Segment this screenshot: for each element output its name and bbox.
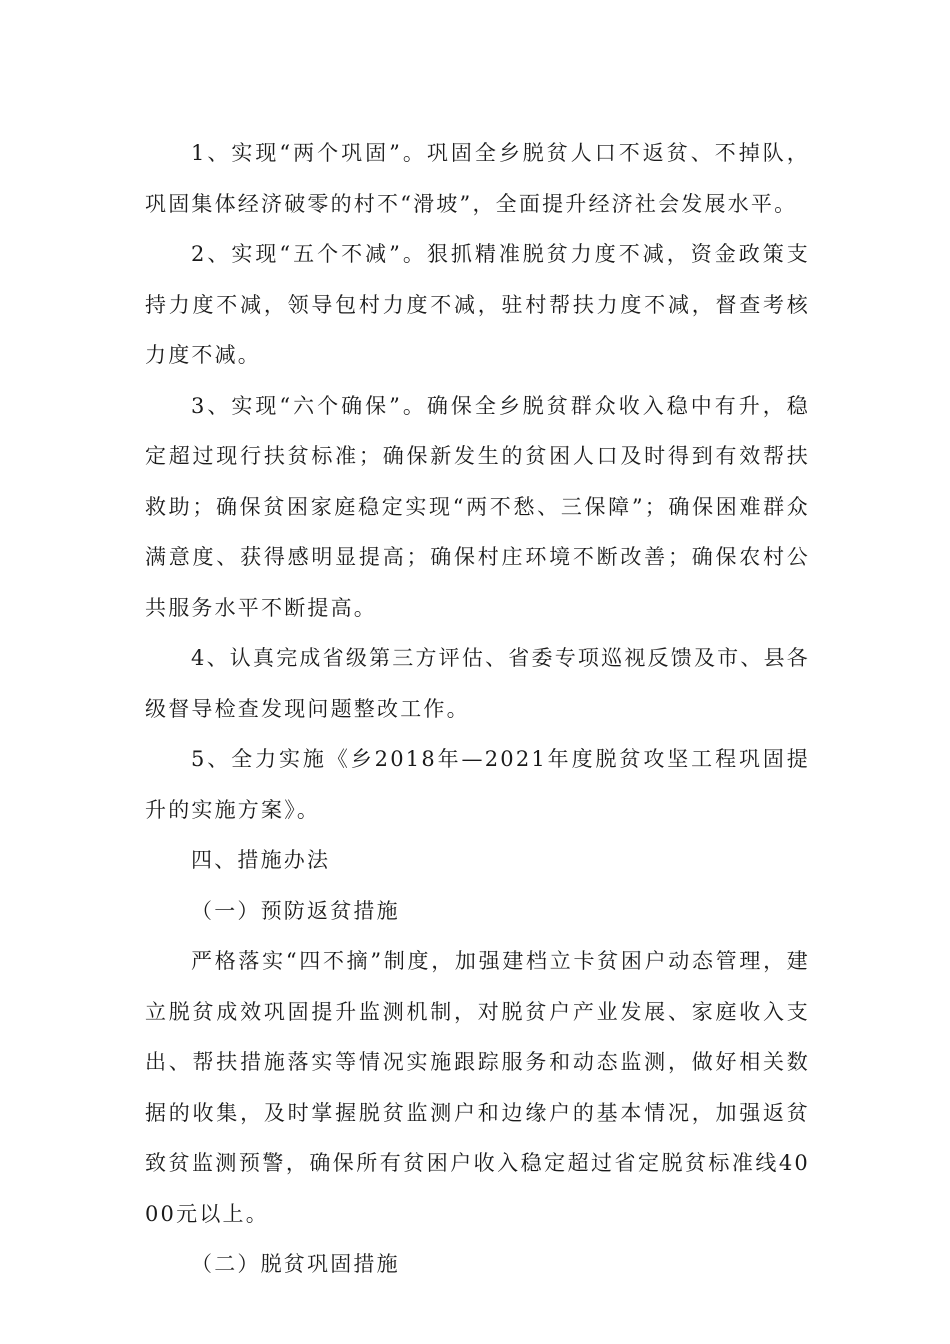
paragraph-goal-5: 5、全力实施《乡2018年—2021年度脱贫攻坚工程巩固提升的实施方案》。 bbox=[145, 747, 810, 822]
paragraph-goal-4: 4、认真完成省级第三方评估、省委专项巡视反馈及市、县各级督导检查发现问题整改工作。 bbox=[145, 646, 810, 721]
paragraph-goal-3: 3、实现“六个确保”。确保全乡脱贫群众收入稳中有升，稳定超过现行扶贫标准；确保新发生的贫困人口及时得到有效帮扶救助；确保贫困家庭稳定实现“两不愁、三保障”；确保困难群众满意度、获得感明显提高；确保村庄环境不断改善；确保农村公共服务水平不断提高。 bbox=[145, 393, 810, 620]
paragraph-goal-2: 2、实现“五个不减”。狠抓精准脱贫力度不减，资金政策支持力度不减，领导包村力度不减，驻村帮扶力度不减，督查考核力度不减。 bbox=[145, 242, 810, 367]
subsection-1-body: 严格落实“四不摘”制度，加强建档立卡贫困户动态管理，建立脱贫成效巩固提升监测机制，对脱贫户产业发展、家庭收入支出、帮扶措施落实等情况实施跟踪服务和动态监测，做好相关数据的收集，及时掌握脱贫监测户和边缘户的基本情况，加强返贫致贫监测预警，确保所有贫困户收入稳定超过省定脱贫标准线4000元以上。 bbox=[145, 949, 810, 1226]
paragraph-goal-1: 1、实现“两个巩固”。巩固全乡脱贫人口不返贫、不掉队，巩固集体经济破零的村不“滑坡”，全面提升经济社会发展水平。 bbox=[145, 141, 810, 216]
subsection-heading-1: （一）预防返贫措施 bbox=[191, 898, 400, 923]
section-heading: 四、措施办法 bbox=[191, 848, 331, 872]
document-body bbox=[145, 128, 810, 1290]
subsection-heading-2: （二）脱贫巩固措施 bbox=[191, 1252, 400, 1276]
